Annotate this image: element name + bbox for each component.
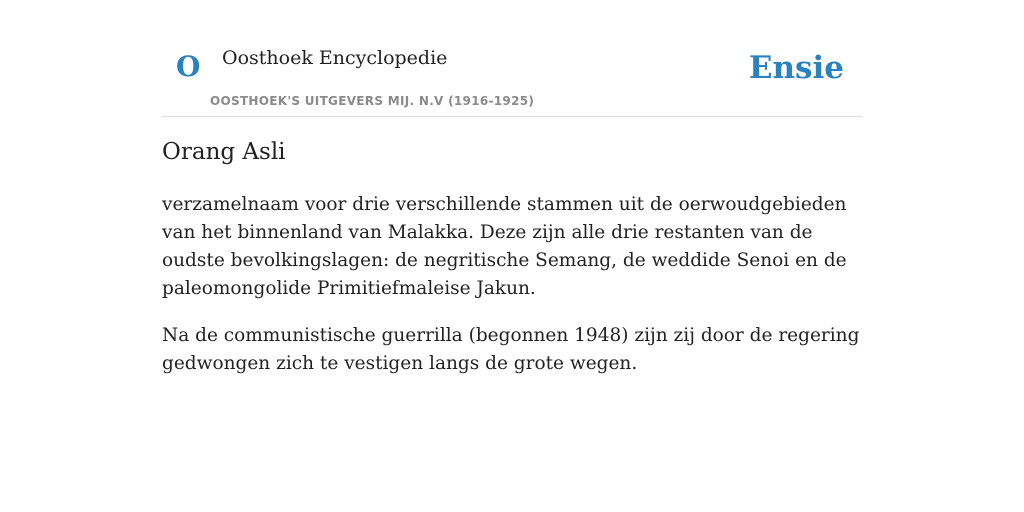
entry-title: Orang Asli: [162, 139, 286, 165]
article-paragraph: verzamelnaam voor drie verschillende stammen uit de oerwoudgebieden van het binnenland van Malakka. Deze zijn alle drie restanten van de oudste bevolkingslagen: de negritische Semang, de weddide Senoi en de paleomongolide Primitiefmaleise Jakun.: [162, 193, 847, 299]
ensie-brand-link[interactable]: Ensie: [748, 50, 844, 86]
book-header: [162, 36, 862, 117]
book-logo-letter[interactable]: O: [176, 50, 201, 83]
article: [162, 138, 862, 378]
article-paragraph: Na de communistische guerrilla (begonnen 1948) zijn zij door de regering gedwongen zich te vestigen langs de grote wegen.: [162, 324, 860, 374]
book-title-link[interactable]: Oosthoek Encyclopedie: [222, 47, 448, 69]
publisher-label: OOSTHOEK'S UITGEVERS MIJ. N.V (1916-1925): [210, 94, 535, 108]
